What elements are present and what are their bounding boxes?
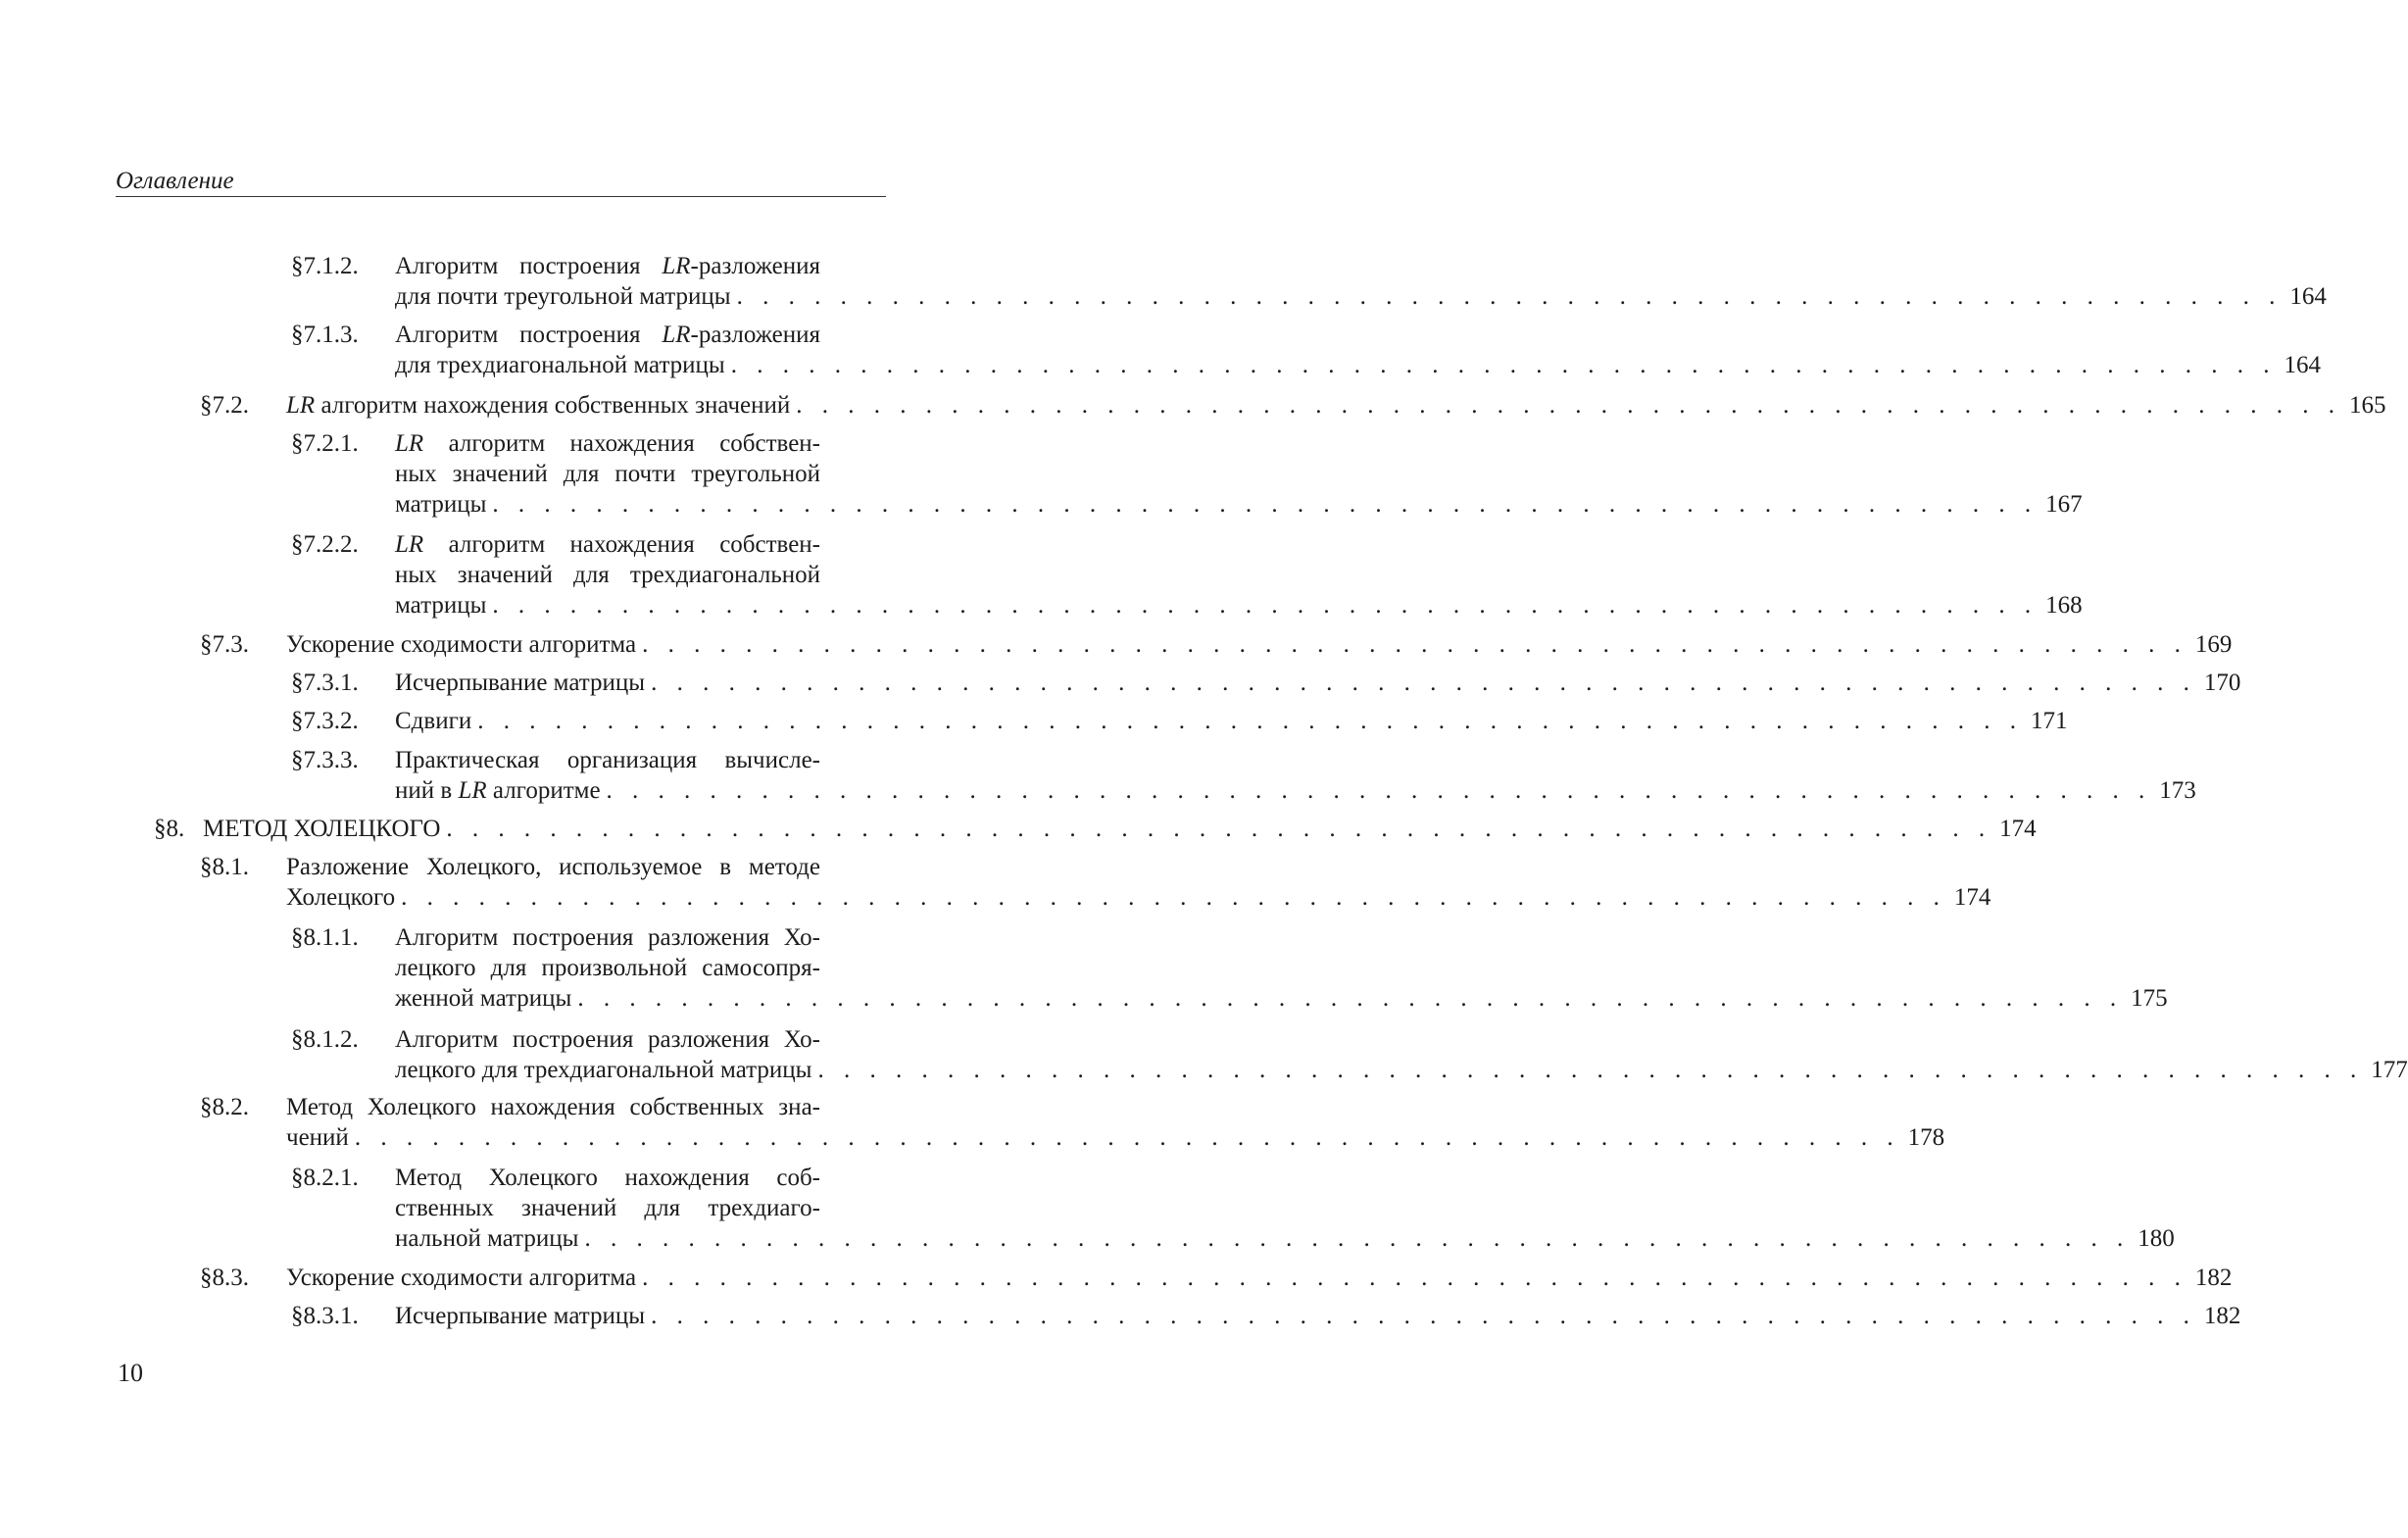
toc-entry-text <box>395 1301 2241 1331</box>
toc-entry-line: Алгоритм построения разложения Хо- <box>395 924 820 951</box>
toc-entry-line: Разложение Холецкого, используемое в методе <box>286 854 820 880</box>
toc-entry-line-text: Ускорение сходимости алгоритма <box>286 631 637 658</box>
toc-entry-line-text: женной матрицы <box>395 985 572 1012</box>
running-header <box>116 167 886 197</box>
toc-entry-number: §8. <box>154 816 185 842</box>
toc-entry-line: LR алгоритм нахождения собствен- <box>395 531 820 558</box>
toc-page-number: 165 <box>2349 392 2386 419</box>
toc-entry-line: LR алгоритм нахождения собствен- <box>395 430 820 457</box>
toc-page-number: 182 <box>2203 1303 2241 1329</box>
toc-entry-number: §7.2.1. <box>291 430 359 457</box>
toc-entry-text <box>395 922 2168 1014</box>
toc-entry-line: ных значений для почти треугольной <box>395 461 820 487</box>
toc-entry-number: §8.1. <box>200 854 249 880</box>
toc-page-number: 178 <box>1907 1124 1945 1151</box>
toc-entry-text <box>395 745 2196 806</box>
toc-entry-line: ственных значений для трехдиаго- <box>395 1195 820 1221</box>
toc-page-number: 177 <box>2371 1057 2408 1083</box>
toc-entry-line <box>395 1055 2408 1085</box>
toc-entry-number: §8.1.1. <box>291 924 359 951</box>
toc-entry-line-text: ний в LR алгоритме <box>395 777 601 804</box>
toc-entry-line <box>286 882 1991 913</box>
leader-dots: . . . . . . . . . . . . . . . . . . . . . . . . . . . . . . . . . . . . . . . . . . . . . . . . . . . . . . . . . . . . <box>492 592 2039 619</box>
toc-entry-number: §8.3. <box>200 1265 249 1291</box>
toc-entry-text <box>286 1092 1945 1153</box>
toc-entry-line <box>395 775 2196 806</box>
toc-entry-line-text: Исчерпывание матрицы <box>395 670 646 696</box>
toc-entry-number: §7.1.2. <box>291 253 359 279</box>
toc-entry-line: ных значений для трехдиагональной <box>395 562 820 588</box>
toc-entry-text <box>395 251 2327 312</box>
toc-entry-line-text: матрицы <box>395 491 487 518</box>
toc-page-number: 174 <box>1999 816 2037 842</box>
toc-entry-line-text: LR алгоритм нахождения собственных значений <box>286 392 791 419</box>
toc-entry-line: Метод Холецкого нахождения собственных зна- <box>286 1094 820 1120</box>
toc-entry-line: Практическая организация вычисле- <box>395 747 820 773</box>
toc-entry-line-text: чений <box>286 1124 349 1151</box>
leader-dots: . . . . . . . . . . . . . . . . . . . . . . . . . . . . . . . . . . . . . . . . . . . . . . . . . . . . . . . . . . . . <box>606 777 2152 804</box>
leader-dots: . . . . . . . . . . . . . . . . . . . . . . . . . . . . . . . . . . . . . . . . . . . . . . . . . . . . . . . . . . . . <box>354 1124 1900 1151</box>
toc-page-number: 169 <box>2194 631 2233 658</box>
toc-page-number: 170 <box>2203 670 2241 696</box>
leader-dots: . . . . . . . . . . . . . . . . . . . . . . . . . . . . . . . . . . . . . . . . . . . . . . . . . . . . . . . . . . . . <box>584 1225 2131 1252</box>
toc-entry-number: §7.3. <box>200 631 249 658</box>
toc-entry-text <box>395 320 2321 380</box>
toc-entry-text <box>395 428 2083 520</box>
toc-entry-text <box>203 814 2037 844</box>
toc-page-number: 168 <box>2045 592 2083 619</box>
toc-entry-text <box>286 629 2233 660</box>
toc-entry-text <box>395 1024 2408 1085</box>
header-title: Оглавление <box>116 168 234 194</box>
toc-entry-text <box>395 1163 2175 1254</box>
toc-entry-number: §7.3.3. <box>291 747 359 773</box>
toc-page-number: 173 <box>2159 777 2196 804</box>
toc-entry-line-text: нальной матрицы <box>395 1225 579 1252</box>
toc-page-number: 164 <box>2289 283 2327 310</box>
toc-entry-number: §7.2.2. <box>291 531 359 558</box>
toc-entry-line <box>395 668 2241 698</box>
toc-entry-line <box>395 350 2321 380</box>
leader-dots: . . . . . . . . . . . . . . . . . . . . . . . . . . . . . . . . . . . . . . . . . . . . . . . . . . . . . . . . . . . . <box>642 631 2187 658</box>
toc-page-number: 171 <box>2030 708 2068 734</box>
leader-dots: . . . . . . . . . . . . . . . . . . . . . . . . . . . . . . . . . . . . . . . . . . . . . . . . . . . . . . . . . . . . <box>577 985 2124 1012</box>
leader-dots: . . . . . . . . . . . . . . . . . . . . . . . . . . . . . . . . . . . . . . . . . . . . . . . . . . . . . . . . . . . . <box>477 708 2023 734</box>
toc-entry-line-text: для почти треугольной матрицы <box>395 283 731 310</box>
toc-entry-line <box>395 1301 2241 1331</box>
toc-entry-line <box>286 629 2233 660</box>
toc-entry-line <box>395 706 2068 736</box>
leader-dots: . . . . . . . . . . . . . . . . . . . . . . . . . . . . . . . . . . . . . . . . . . . . . . . . . . . . . . . . . . . . <box>730 352 2277 378</box>
leader-dots: . . . . . . . . . . . . . . . . . . . . . . . . . . . . . . . . . . . . . . . . . . . . . . . . . . . . . . . . . . . . <box>446 816 1992 842</box>
toc-entry-number: §7.2. <box>200 392 249 419</box>
leader-dots: . . . . . . . . . . . . . . . . . . . . . . . . . . . . . . . . . . . . . . . . . . . . . . . . . . . . . . . . . . . . <box>401 884 1946 911</box>
toc-entry-line-text: для трехдиагональной матрицы <box>395 352 725 378</box>
leader-dots: . . . . . . . . . . . . . . . . . . . . . . . . . . . . . . . . . . . . . . . . . . . . . . . . . . . . . . . . . . . . <box>492 491 2039 518</box>
page-number: 10 <box>118 1359 143 1387</box>
toc-entry-line: Алгоритм построения LR-разложения <box>395 253 820 279</box>
toc-page-number: 182 <box>2194 1265 2233 1291</box>
leader-dots: . . . . . . . . . . . . . . . . . . . . . . . . . . . . . . . . . . . . . . . . . . . . . . . . . . . . . . . . . . . . <box>651 1303 2196 1329</box>
toc-entry-line: Метод Холецкого нахождения соб- <box>395 1165 820 1191</box>
toc-entry-line: лецкого для произвольной самосопря- <box>395 955 820 981</box>
toc-entry-text <box>395 706 2068 736</box>
toc-entry-line-text: Сдвиги <box>395 708 472 734</box>
toc-entry-number: §8.2.1. <box>291 1165 359 1191</box>
toc-entry-number: §7.3.1. <box>291 670 359 696</box>
toc-entry-number: §8.3.1. <box>291 1303 359 1329</box>
toc-entry-line <box>395 590 2083 620</box>
toc-entry-line <box>395 983 2168 1014</box>
toc-page-number: 164 <box>2284 352 2321 378</box>
toc-page-number: 167 <box>2045 491 2083 518</box>
toc-entry-line <box>286 390 2386 421</box>
toc-entry-line <box>286 1122 1945 1153</box>
leader-dots: . . . . . . . . . . . . . . . . . . . . . . . . . . . . . . . . . . . . . . . . . . . . . . . . . . . . . . . . . . . . <box>642 1265 2187 1291</box>
toc-entry-line <box>203 814 2037 844</box>
toc-entry-number: §7.3.2. <box>291 708 359 734</box>
toc-entry-line <box>286 1263 2233 1293</box>
toc-entry-number: §8.1.2. <box>291 1026 359 1053</box>
leader-dots: . . . . . . . . . . . . . . . . . . . . . . . . . . . . . . . . . . . . . . . . . . . . . . . . . . . . . . . . . . . . <box>736 283 2283 310</box>
toc-page-number: 174 <box>1953 884 1991 911</box>
toc-entry-line-text: Холецкого <box>286 884 396 911</box>
leader-dots: . . . . . . . . . . . . . . . . . . . . . . . . . . . . . . . . . . . . . . . . . . . . . . . . . . . . . . . . . . . . <box>817 1057 2364 1083</box>
toc-entry-text <box>286 1263 2233 1293</box>
toc-entry-line-text: Исчерпывание матрицы <box>395 1303 646 1329</box>
leader-dots: . . . . . . . . . . . . . . . . . . . . . . . . . . . . . . . . . . . . . . . . . . . . . . . . . . . . . . . . . . . . <box>651 670 2196 696</box>
toc-entry-line <box>395 489 2083 520</box>
toc-entry-line <box>395 1223 2175 1254</box>
toc-entry-text <box>395 529 2083 620</box>
toc-entry-line: Алгоритм построения LR-разложения <box>395 322 820 348</box>
toc-entry-number: §8.2. <box>200 1094 249 1120</box>
toc-entry-text <box>286 390 2386 421</box>
toc-entry-line-text: Ускорение сходимости алгоритма <box>286 1265 637 1291</box>
toc-page-number: 175 <box>2131 985 2168 1012</box>
toc-page-number: 180 <box>2138 1225 2175 1252</box>
toc-entry-line: Алгоритм построения разложения Хо- <box>395 1026 820 1053</box>
toc-entry-text <box>286 852 1991 913</box>
toc-entry-number: §7.1.3. <box>291 322 359 348</box>
toc-entry-line <box>395 281 2327 312</box>
toc-entry-line-text: матрицы <box>395 592 487 619</box>
toc-entry-text <box>395 668 2241 698</box>
leader-dots: . . . . . . . . . . . . . . . . . . . . . . . . . . . . . . . . . . . . . . . . . . . . . . . . . . . . . . . . . . . . <box>796 392 2342 419</box>
toc-entry-line-text: МЕТОД ХОЛЕЦКОГО <box>203 816 441 842</box>
toc-entry-line-text: лецкого для трехдиагональной матрицы <box>395 1057 812 1083</box>
